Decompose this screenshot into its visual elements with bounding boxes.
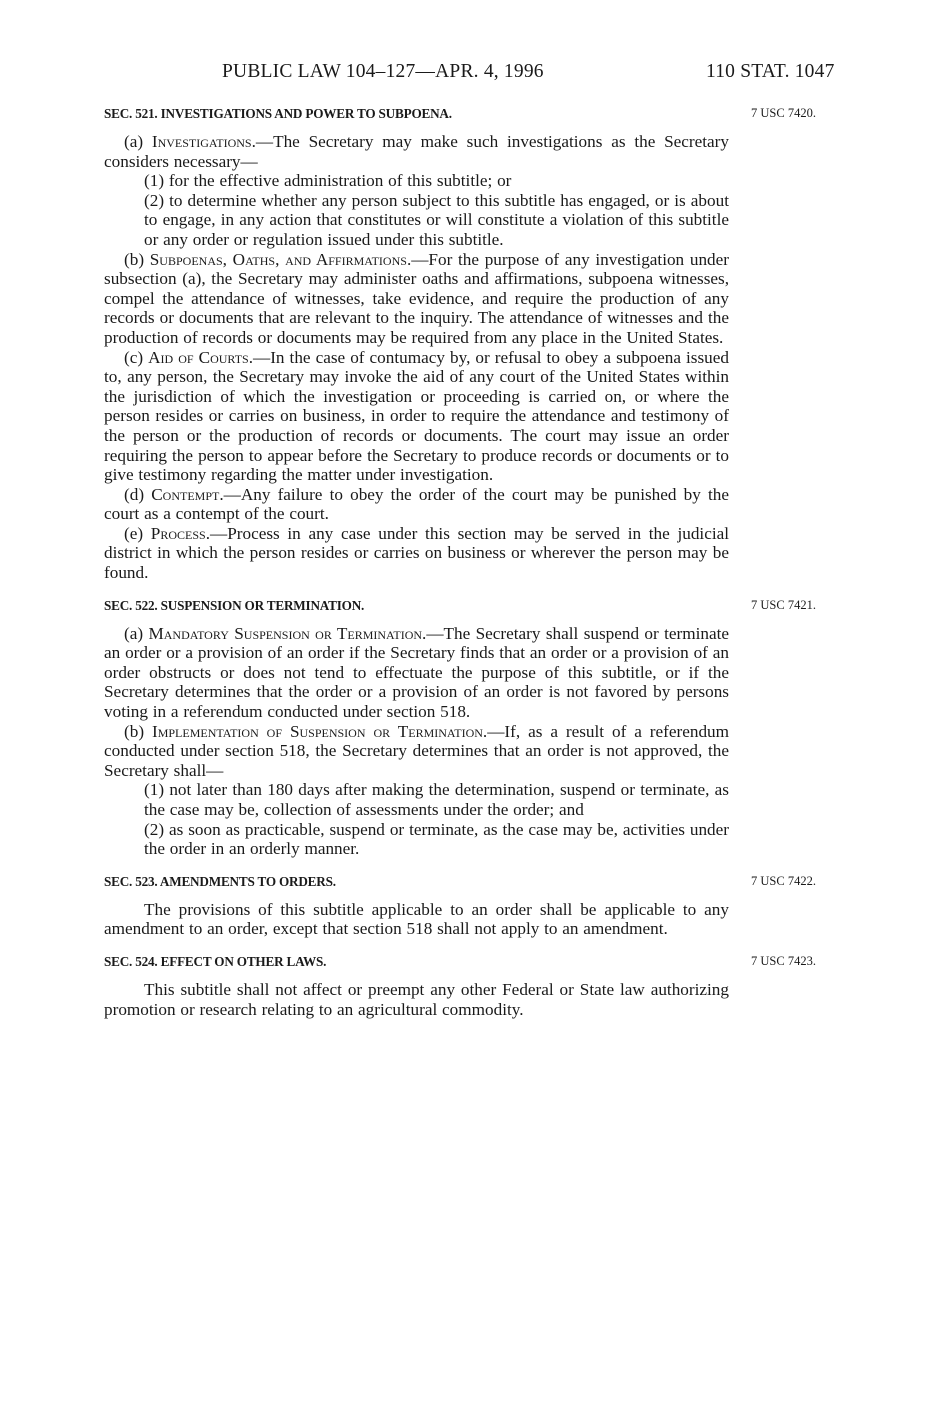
section-heading: SEC. 521. INVESTIGATIONS AND POWER TO SUBPOENA. [104, 106, 452, 121]
subsection-e [104, 524, 729, 583]
subsection-label: (c) [124, 347, 149, 367]
subsection-b [104, 250, 729, 348]
section-heading: SEC. 524. EFFECT ON OTHER LAWS. [104, 953, 327, 969]
subsection-text: .—The Secretary shall suspend or terminate an order or a provision of an order if the Secretary finds that an order or a provision of an order obstructs or does not tend to effectuate the purpose of this subtitle, or if the Secretary determines that the order or a provision of an order is not favored by persons voting in a referendum conducted under section 518. [104, 623, 730, 722]
subsection-label: (d) [124, 484, 152, 504]
subsection-label: (e) [124, 523, 151, 543]
margin-citation: 7 USC 7421. [751, 597, 816, 612]
subsection-label: (b) [124, 721, 152, 741]
subsection-text: .—Any failure to obey the order of the court may be punished by the court as a contempt of the court. [104, 484, 729, 524]
subsection-a [104, 132, 729, 171]
subsection-text: .—The Secretary may make such investigations as the Secretary considers necessary— [104, 132, 729, 171]
section-heading: SEC. 522. SUSPENSION OR TERMINATION. [104, 597, 365, 613]
margin-citation: 7 USC 7422. [751, 873, 816, 888]
subsection-text: .—Process in any case under this section may be served in the judicial district in which the person resides or carries on business or wherever the person may be found. [104, 523, 729, 583]
subsection-title: Subpoenas, Oaths, and Affirmations [149, 249, 407, 269]
section-text: This subtitle shall not affect or preempt any other Federal or State law authorizing promotion or research relating to an agricultural commodity. [104, 979, 729, 1019]
subsection-title: Process [150, 523, 206, 543]
section-524 [104, 952, 816, 1019]
subsection-label: (a) [124, 132, 152, 151]
subsection-text: .—If, as a result of a referendum conducted under section 518, the Secretary determines that an order is not approved, the Secretary shall— [104, 721, 730, 780]
statute-page-number: 110 STAT. 1047 [706, 61, 835, 82]
paragraph-1: (1) for the effective administration of this subtitle; or [144, 171, 512, 191]
section-522 [104, 596, 816, 859]
subsection-title: Implementation of Suspension or Termination [151, 721, 483, 741]
paragraph-1: (1) not later than 180 days after making the determination, suspend or terminate, as the case may be, collection of assessments under the order; and [144, 780, 729, 819]
section-heading: SEC. 523. AMENDMENTS TO ORDERS. [104, 873, 336, 889]
subsection-a [104, 624, 729, 722]
subsection-label: (b) [124, 249, 150, 269]
subsection-b [104, 722, 729, 781]
subsection-title: Contempt [151, 484, 220, 504]
subsection-title: Aid of Courts [148, 347, 249, 367]
subsection-title: Mandatory Suspension or Termination [148, 623, 423, 643]
subsection-text: .—For the purpose of any investigation under subsection (a), the Secretary may administer oaths and affirmations, subpoena witnesses, compel the attendance of witnesses, take evidence, and require the production of any records or documents that are relevant to the inquiry. The attendance of witnesses and the production of records or documents may be required from any place in the United States. [104, 249, 729, 347]
page-header [0, 61, 949, 87]
section-521 [104, 104, 816, 583]
subsection-c [104, 348, 729, 485]
margin-citation: 7 USC 7420. [751, 106, 816, 120]
subsection-title: Investigations [151, 132, 252, 151]
header-title: PUBLIC LAW 104–127—APR. 4, 1996 [222, 61, 544, 82]
margin-citation: 7 USC 7423. [751, 953, 816, 968]
paragraph-2: (2) to determine whether any person subject to this subtitle has engaged, or is about to engage, in any action that constitutes or will constitute a violation of this subtitle or any order or regulation issued under this subtitle. [144, 190, 729, 249]
paragraph-2: (2) as soon as practicable, suspend or terminate, as the case may be, activities under the order in an orderly manner. [144, 819, 729, 859]
section-text: The provisions of this subtitle applicable to an order shall be applicable to any amendment to an order, except that section 518 shall not apply to an amendment. [104, 899, 729, 939]
body-column [104, 104, 816, 1019]
section-523 [104, 872, 816, 939]
subsection-d [104, 485, 729, 524]
subsection-text: .—In the case of contumacy by, or refusal to obey a subpoena issued to, any person, the Secretary may invoke the aid of any court of the United States within the jurisdiction of which the investigation or proceeding is carried on, or where the person resides or carries on business, in order to require the attendance and testimony of the person or the production of records or documents. The court may issue an order requiring the person to appear before the Secretary to produce records or documents or to give testimony regarding the matter under investigation. [104, 347, 729, 485]
subsection-label: (a) [124, 623, 149, 643]
